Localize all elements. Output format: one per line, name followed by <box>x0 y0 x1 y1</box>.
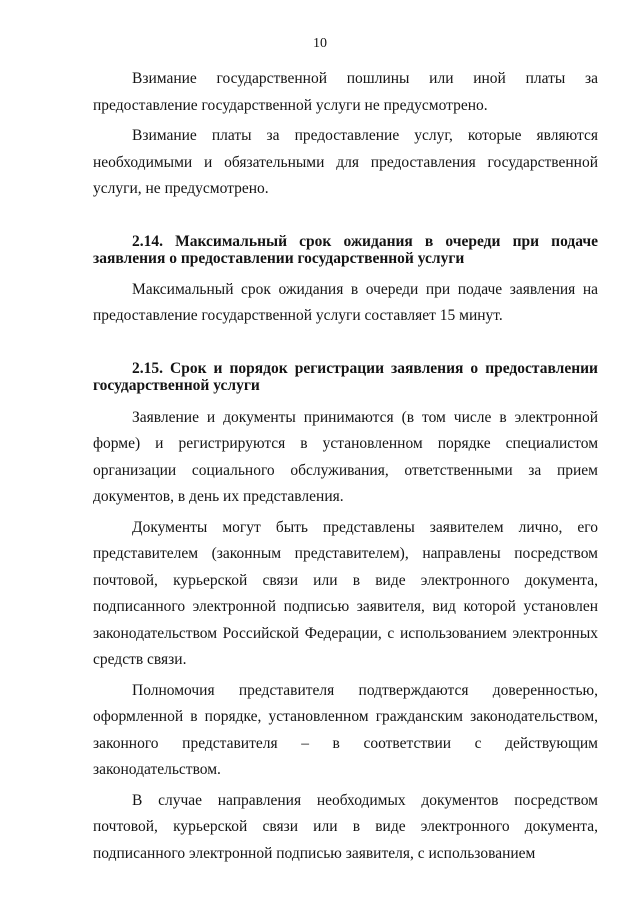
section-2-15-paragraph-3: Полномочия представителя подтверждаются доверенностью, оформленной в порядке, установленном гражданским законодательством, законного представителя – в соответствии с действующим законодательством. <box>93 681 598 778</box>
section-2-14-heading: 2.14. Максимальный срок ожидания в очереди при подаче заявления о предоставлении государственной услуги <box>93 232 598 267</box>
page-number: 10 <box>313 36 327 51</box>
section-2-15-paragraph-4: В случае направления необходимых документов посредством почтовой, курьерской связи или в виде электронного документа, подписанного электронной подписью заявителя, с использованием <box>93 791 598 862</box>
section-2-15-paragraph-1: Заявление и документы принимаются (в том числе в электронной форме) и регистрируются в установленном порядке специалистом организации социального обслуживания, ответственными за прием документов, в день их представления. <box>93 408 598 505</box>
section-2-15-heading: 2.15. Срок и порядок регистрации заявления о предоставлении государственной услуги <box>93 359 598 394</box>
section-2-15-paragraph-2: Документы могут быть представлены заявителем лично, его представителем (законным представителем), направлены посредством почтовой, курьерской связи или в виде электронного документа, подписанного электронной подписью заявителя, вид которой установлен законодательством Российской Федерации, с использованием электронных средств связи. <box>93 518 598 668</box>
fee-paragraph: Взимание государственной пошлины или иной платы за предоставление государственной услуги не предусмотрено. <box>93 70 598 114</box>
section-2-14-paragraph: Максимальный срок ожидания в очереди при подаче заявления на предоставление государственной услуги составляет 15 минут. <box>93 280 598 324</box>
document-body <box>93 66 598 867</box>
services-fee-paragraph: Взимание платы за предоставление услуг, которые являются необходимыми и обязательными для предоставления государственной услуги, не предусмотрено. <box>93 127 598 197</box>
